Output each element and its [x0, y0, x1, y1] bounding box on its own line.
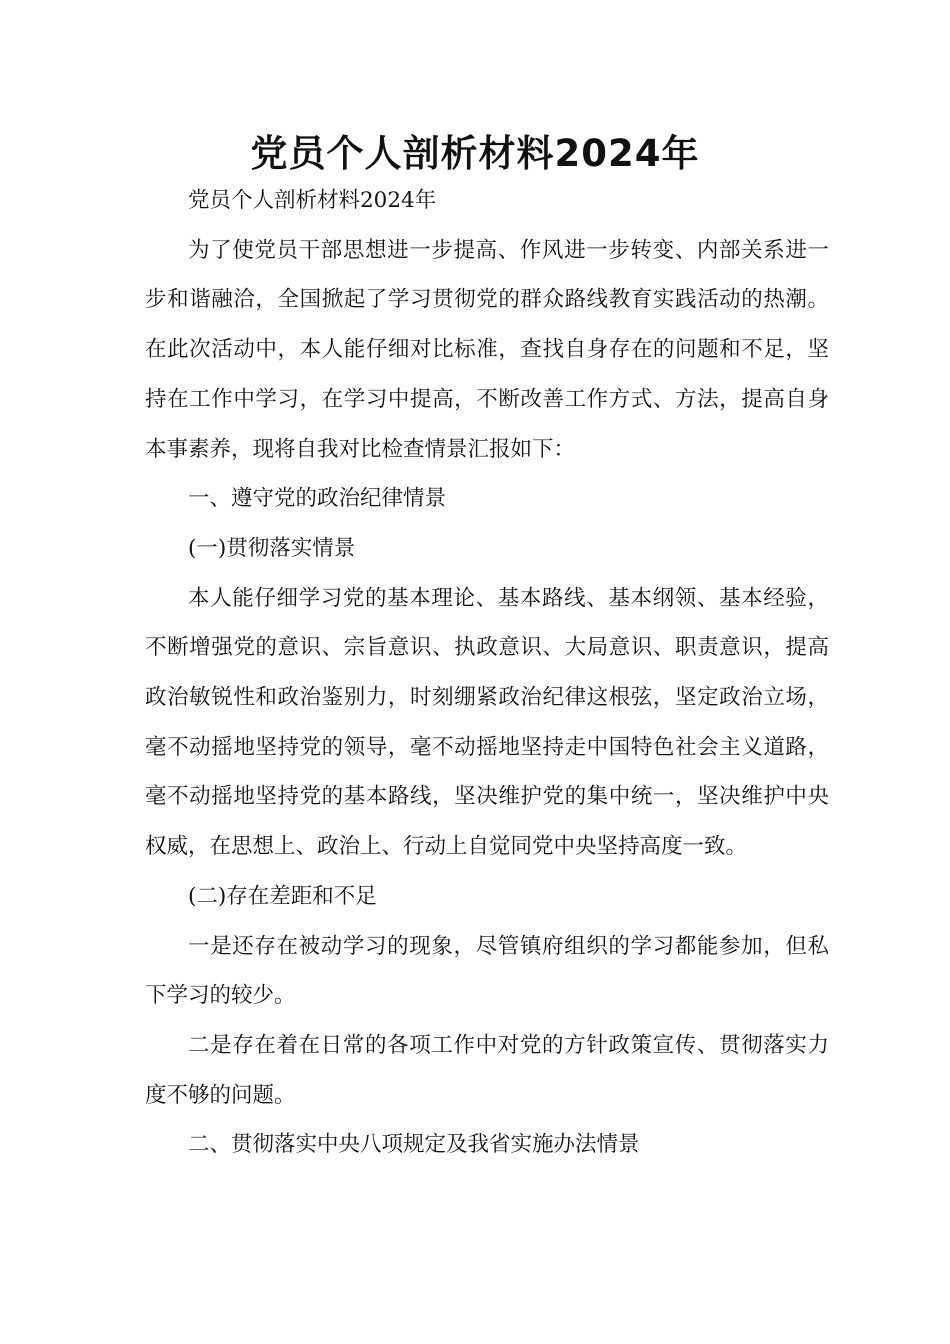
paragraph-implementation: 本人能仔细学习党的基本理论、基本路线、基本纲领、基本经验，不断增强党的意识、宗旨意识、执政意识、大局意识、职责意识，提高政治敏锐性和政治鉴别力，时刻绷紧政治纪律这根弦，坚定政治立场，毫不动摇地坚持党的领导，毫不动摇地坚持走中国特色社会主义道路，毫不动摇地坚持党的基本路线，坚决维护党的集中统一，坚决维护中央权威，在思想上、政治上、行动上自觉同党中央坚持高度一致。 [145, 585, 829, 860]
section-heading-2: 二、贯彻落实中央八项规定及我省实施办法情景 [188, 1132, 640, 1158]
subsection-heading-1: (一)贯彻落实情景 [188, 535, 356, 561]
paragraph-shortcoming-1: 一是还存在被动学习的现象，尽管镇府组织的学习都能参加，但私下学习的较少。 [145, 933, 829, 1009]
subsection-heading-2: (二)存在差距和不足 [188, 883, 377, 909]
document-body [145, 176, 829, 1170]
section-heading-1: 一、遵守党的政治纪律情景 [188, 486, 447, 512]
paragraph-subtitle: 党员个人剖析材料2024年 [188, 188, 437, 213]
paragraph-shortcoming-2: 二是存在着在日常的各项工作中对党的方针政策宣传、贯彻落实力度不够的问题。 [145, 1032, 829, 1108]
paragraph-intro: 为了使党员干部思想进一步提高、作风进一步转变、内部关系进一步和谐融洽，全国掀起了学习贯彻党的群众路线教育实践活动的热潮。在此次活动中，本人能仔细对比标准，查找自身存在的问题和不足，坚持在工作中学习，在学习中提高，不断改善工作方式、方法，提高自身本事素养，现将自我对比检查情景汇报如下： [145, 237, 829, 462]
document-title: 党员个人剖析材料2024年 [250, 132, 700, 175]
